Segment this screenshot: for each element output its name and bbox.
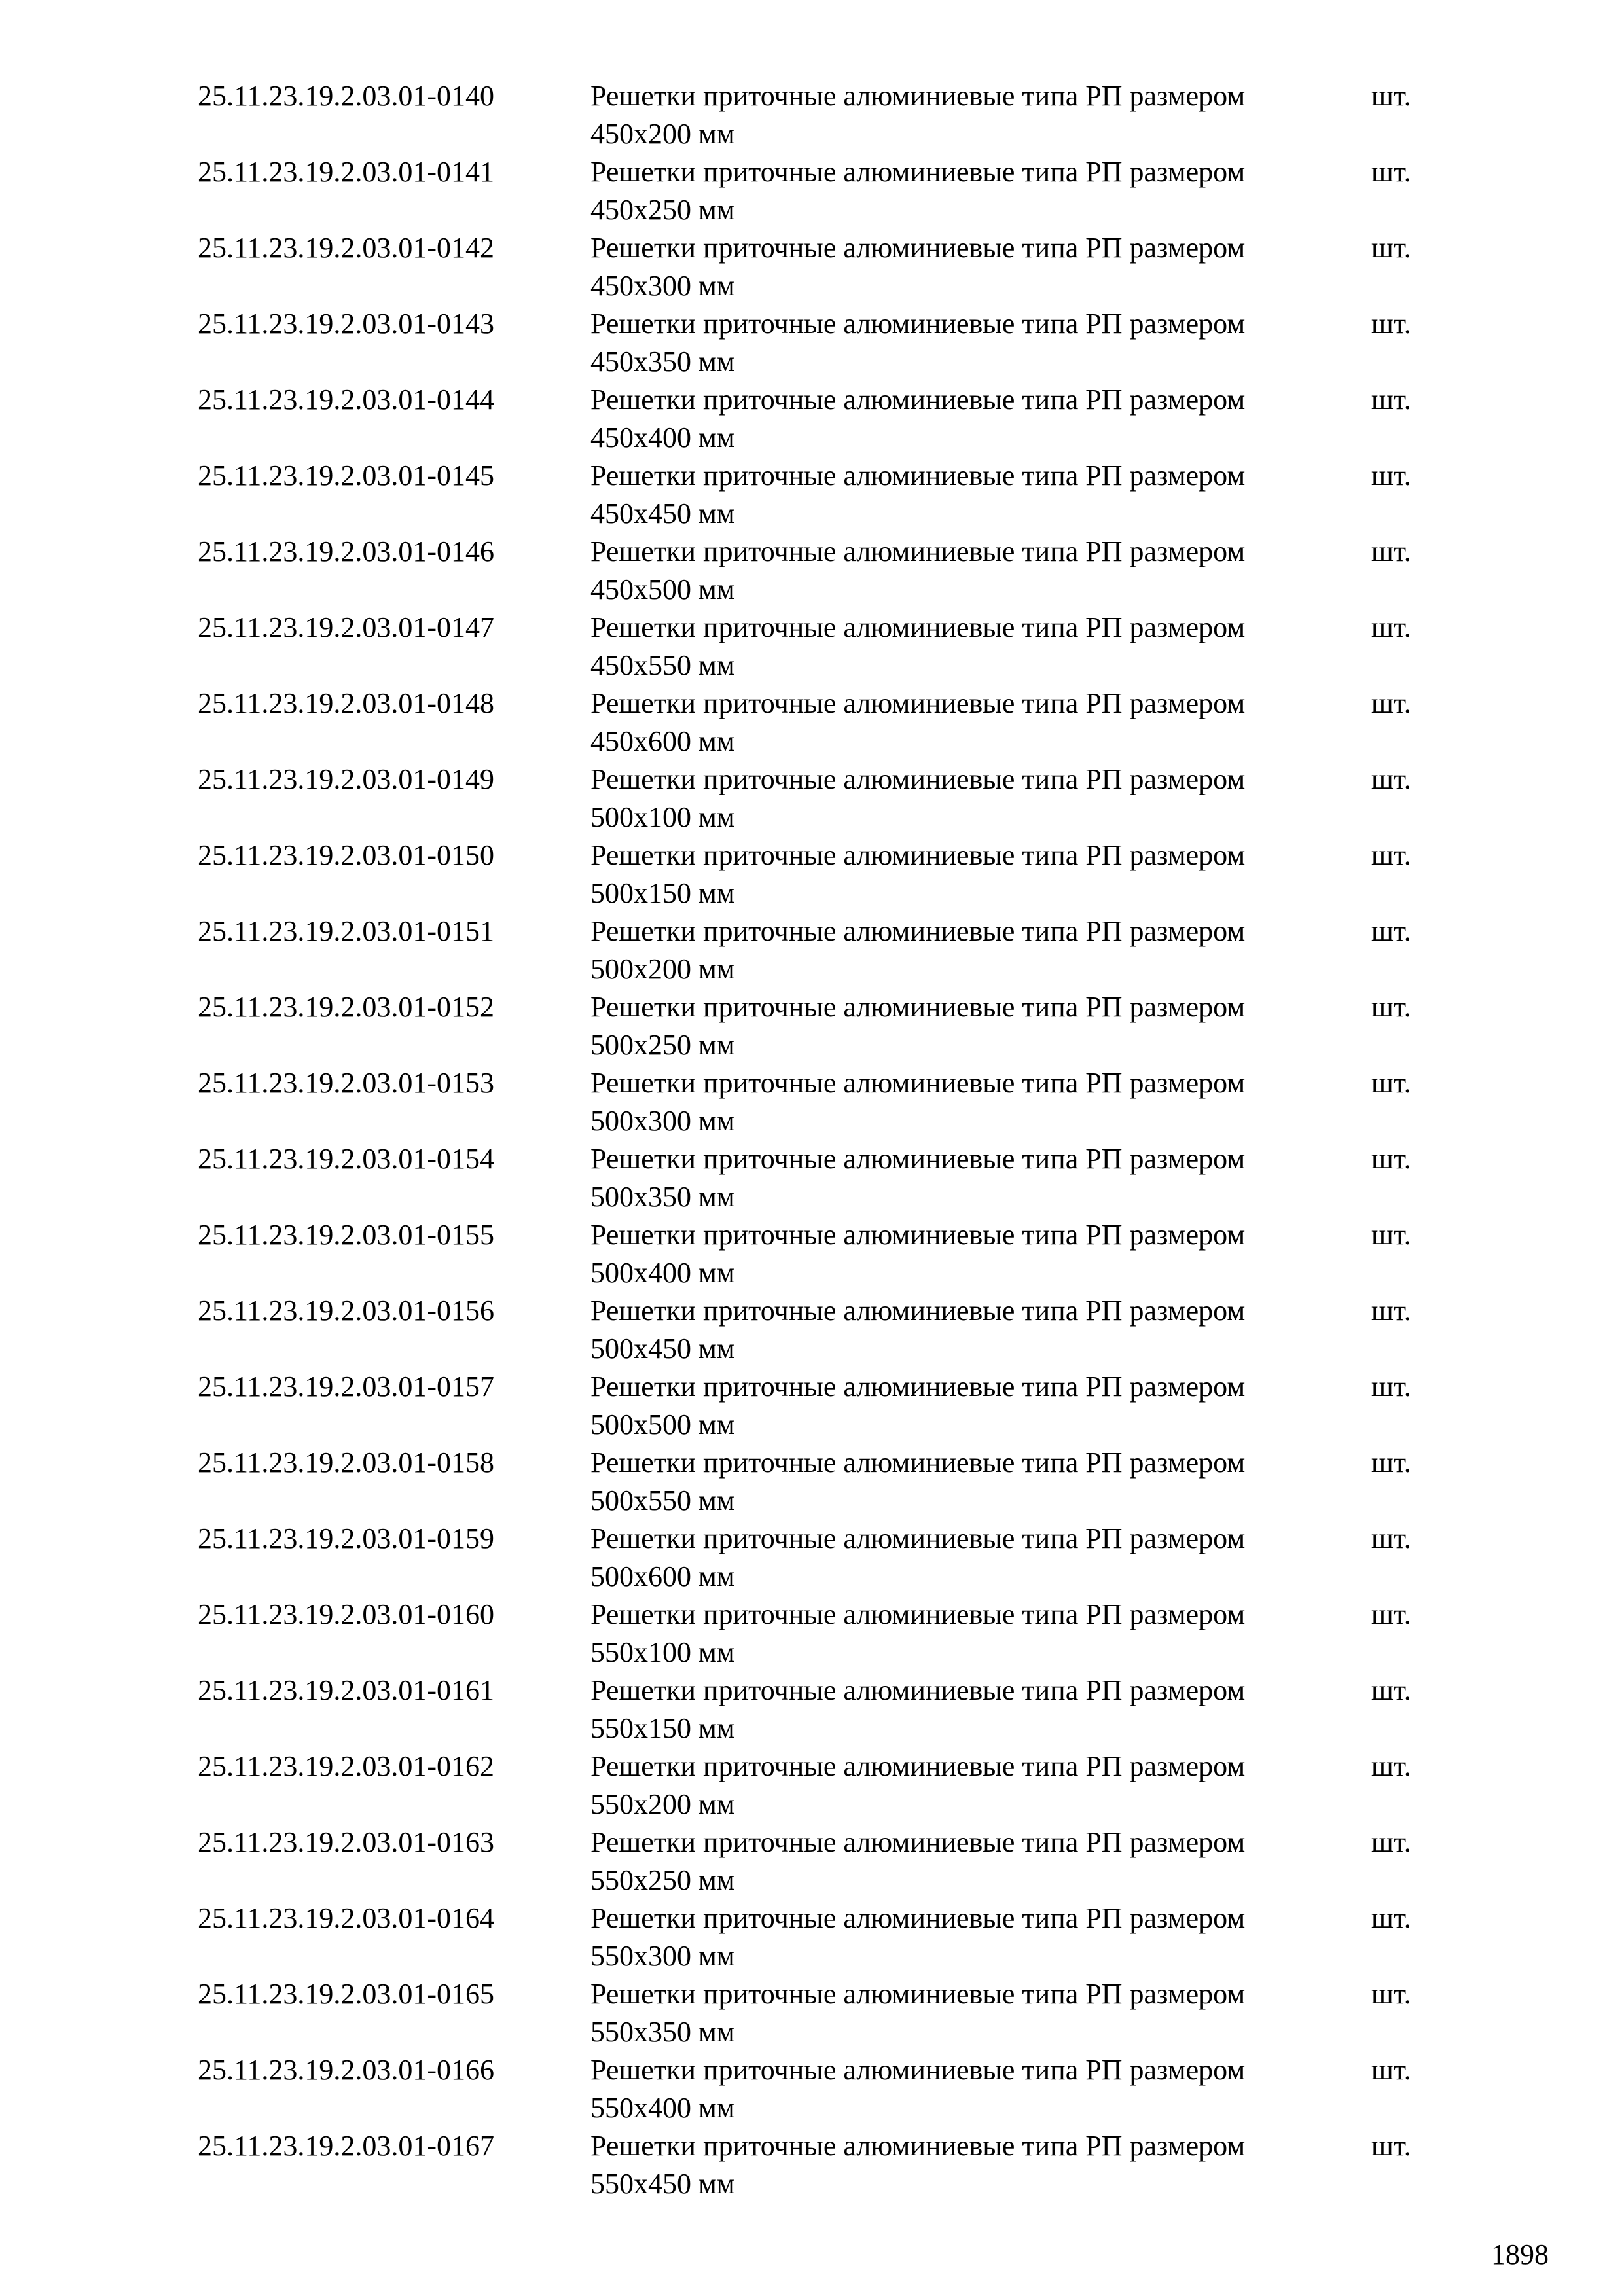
list-item (0, 1064, 1624, 1140)
description-line-2: 450x400 мм (590, 422, 735, 454)
list-item (0, 1823, 1624, 1899)
description-line-1: Решетки приточные алюминиевые типа РП размером (590, 1598, 1246, 1630)
unit-of-measure: шт. (1371, 1826, 1411, 1858)
list-item (0, 1520, 1624, 1596)
resource-code: 25.11.23.19.2.03.01-0144 (198, 384, 495, 416)
description-line-2: 450x600 мм (590, 725, 735, 757)
unit-of-measure: шт. (1371, 687, 1411, 719)
unit-of-measure: шт. (1371, 1522, 1411, 1554)
resource-code: 25.11.23.19.2.03.01-0158 (198, 1446, 495, 1479)
resource-code: 25.11.23.19.2.03.01-0143 (198, 308, 495, 340)
description-line-2: 550x450 мм (590, 2168, 735, 2200)
description-line-2: 500x100 мм (590, 801, 735, 833)
resource-description (590, 2127, 1350, 2203)
list-item (0, 457, 1624, 533)
description-line-1: Решетки приточные алюминиевые типа РП размером (590, 2130, 1246, 2162)
description-line-2: 550x400 мм (590, 2092, 735, 2124)
list-item (0, 1140, 1624, 1216)
page-number: 1898 (1491, 2238, 1549, 2270)
description-line-1: Решетки приточные алюминиевые типа РП размером (590, 611, 1246, 643)
unit-of-measure: шт. (1371, 1219, 1411, 1251)
description-line-2: 450x550 мм (590, 649, 735, 681)
unit-of-measure: шт. (1371, 80, 1411, 112)
resource-code: 25.11.23.19.2.03.01-0148 (198, 687, 495, 719)
description-line-2: 500x250 мм (590, 1029, 735, 1061)
description-line-2: 550x100 мм (590, 1636, 735, 1668)
description-line-2: 500x200 мм (590, 953, 735, 985)
resource-description (590, 1975, 1350, 2051)
description-line-1: Решетки приточные алюминиевые типа РП размером (590, 1978, 1246, 2010)
resource-description (590, 153, 1350, 229)
resource-code: 25.11.23.19.2.03.01-0145 (198, 459, 495, 492)
list-item (0, 229, 1624, 305)
unit-of-measure: шт. (1371, 459, 1411, 492)
resource-description (590, 836, 1350, 912)
description-line-1: Решетки приточные алюминиевые типа РП размером (590, 1371, 1246, 1403)
resource-description (590, 1748, 1350, 1823)
unit-of-measure: шт. (1371, 1371, 1411, 1403)
resource-description (590, 761, 1350, 836)
resource-description (590, 1520, 1350, 1596)
description-line-1: Решетки приточные алюминиевые типа РП размером (590, 1295, 1246, 1327)
list-item (0, 1292, 1624, 1368)
unit-of-measure: шт. (1371, 915, 1411, 947)
description-line-1: Решетки приточные алюминиевые типа РП размером (590, 156, 1246, 188)
description-line-1: Решетки приточные алюминиевые типа РП размером (590, 1446, 1246, 1479)
resource-description (590, 1140, 1350, 1216)
unit-of-measure: шт. (1371, 1067, 1411, 1099)
resource-description (590, 533, 1350, 609)
list-item (0, 1596, 1624, 1672)
resource-code: 25.11.23.19.2.03.01-0142 (198, 232, 495, 264)
resource-description (590, 1899, 1350, 1975)
description-line-2: 500x450 мм (590, 1333, 735, 1365)
description-line-1: Решетки приточные алюминиевые типа РП размером (590, 535, 1246, 567)
resource-code: 25.11.23.19.2.03.01-0159 (198, 1522, 495, 1554)
unit-of-measure: шт. (1371, 156, 1411, 188)
resource-description (590, 457, 1350, 533)
resource-code: 25.11.23.19.2.03.01-0165 (198, 1978, 495, 2010)
description-line-1: Решетки приточные алюминиевые типа РП размером (590, 915, 1246, 947)
resource-code: 25.11.23.19.2.03.01-0140 (198, 80, 495, 112)
unit-of-measure: шт. (1371, 2130, 1411, 2162)
resource-description (590, 229, 1350, 305)
resource-code: 25.11.23.19.2.03.01-0149 (198, 763, 495, 795)
resource-code: 25.11.23.19.2.03.01-0153 (198, 1067, 495, 1099)
description-line-2: 550x300 мм (590, 1940, 735, 1972)
description-line-2: 550x200 мм (590, 1788, 735, 1820)
unit-of-measure: шт. (1371, 1598, 1411, 1630)
resource-description (590, 912, 1350, 988)
resource-code: 25.11.23.19.2.03.01-0154 (198, 1143, 495, 1175)
unit-of-measure: шт. (1371, 839, 1411, 871)
list-item (0, 609, 1624, 685)
resource-description (590, 2051, 1350, 2127)
description-line-2: 500x500 мм (590, 1408, 735, 1441)
resource-description (590, 1216, 1350, 1292)
list-item (0, 381, 1624, 457)
resource-description (590, 1823, 1350, 1899)
resource-description (590, 1368, 1350, 1444)
unit-of-measure: шт. (1371, 308, 1411, 340)
resource-description (590, 1672, 1350, 1748)
list-item (0, 77, 1624, 153)
list-item (0, 1975, 1624, 2051)
description-line-1: Решетки приточные алюминиевые типа РП размером (590, 1674, 1246, 1706)
list-item (0, 305, 1624, 381)
resource-code: 25.11.23.19.2.03.01-0152 (198, 991, 495, 1023)
unit-of-measure: шт. (1371, 991, 1411, 1023)
description-line-1: Решетки приточные алюминиевые типа РП размером (590, 459, 1246, 492)
list-item (0, 912, 1624, 988)
resource-code: 25.11.23.19.2.03.01-0166 (198, 2054, 495, 2086)
description-line-2: 550x350 мм (590, 2016, 735, 2048)
resource-code: 25.11.23.19.2.03.01-0161 (198, 1674, 495, 1706)
list-item (0, 836, 1624, 912)
unit-of-measure: шт. (1371, 1143, 1411, 1175)
unit-of-measure: шт. (1371, 535, 1411, 567)
list-item (0, 761, 1624, 836)
description-line-1: Решетки приточные алюминиевые типа РП размером (590, 1522, 1246, 1554)
list-item (0, 1672, 1624, 1748)
resource-description (590, 609, 1350, 685)
description-line-1: Решетки приточные алюминиевые типа РП размером (590, 80, 1246, 112)
description-line-2: 450x350 мм (590, 346, 735, 378)
resource-code: 25.11.23.19.2.03.01-0156 (198, 1295, 495, 1327)
description-line-2: 500x350 мм (590, 1181, 735, 1213)
unit-of-measure: шт. (1371, 384, 1411, 416)
resource-code: 25.11.23.19.2.03.01-0164 (198, 1902, 495, 1934)
unit-of-measure: шт. (1371, 1978, 1411, 2010)
description-line-1: Решетки приточные алюминиевые типа РП размером (590, 687, 1246, 719)
list-item (0, 1368, 1624, 1444)
list-item (0, 2127, 1624, 2203)
unit-of-measure: шт. (1371, 232, 1411, 264)
list-item (0, 1444, 1624, 1520)
list-item (0, 1216, 1624, 1292)
description-line-2: 500x550 мм (590, 1484, 735, 1516)
resource-code: 25.11.23.19.2.03.01-0160 (198, 1598, 495, 1630)
resource-description (590, 1292, 1350, 1368)
resource-list (0, 77, 1624, 2203)
description-line-2: 550x250 мм (590, 1864, 735, 1896)
description-line-2: 500x600 мм (590, 1560, 735, 1592)
resource-description (590, 77, 1350, 153)
list-item (0, 2051, 1624, 2127)
unit-of-measure: шт. (1371, 763, 1411, 795)
resource-code: 25.11.23.19.2.03.01-0167 (198, 2130, 495, 2162)
list-item (0, 988, 1624, 1064)
resource-code: 25.11.23.19.2.03.01-0162 (198, 1750, 495, 1782)
unit-of-measure: шт. (1371, 611, 1411, 643)
description-line-1: Решетки приточные алюминиевые типа РП размером (590, 1902, 1246, 1934)
description-line-1: Решетки приточные алюминиевые типа РП размером (590, 1067, 1246, 1099)
unit-of-measure: шт. (1371, 1446, 1411, 1479)
description-line-2: 500x150 мм (590, 877, 735, 909)
resource-description (590, 1064, 1350, 1140)
resource-description (590, 685, 1350, 761)
resource-code: 25.11.23.19.2.03.01-0146 (198, 535, 495, 567)
description-line-2: 450x450 мм (590, 497, 735, 529)
description-line-1: Решетки приточные алюминиевые типа РП размером (590, 2054, 1246, 2086)
resource-description (590, 305, 1350, 381)
description-line-1: Решетки приточные алюминиевые типа РП размером (590, 991, 1246, 1023)
description-line-2: 450x200 мм (590, 118, 735, 150)
resource-code: 25.11.23.19.2.03.01-0157 (198, 1371, 495, 1403)
description-line-1: Решетки приточные алюминиевые типа РП размером (590, 232, 1246, 264)
resource-description (590, 1444, 1350, 1520)
description-line-1: Решетки приточные алюминиевые типа РП размером (590, 308, 1246, 340)
list-item (0, 1899, 1624, 1975)
resource-code: 25.11.23.19.2.03.01-0155 (198, 1219, 495, 1251)
list-item (0, 1748, 1624, 1823)
description-line-1: Решетки приточные алюминиевые типа РП размером (590, 384, 1246, 416)
unit-of-measure: шт. (1371, 1750, 1411, 1782)
list-item (0, 153, 1624, 229)
description-line-1: Решетки приточные алюминиевые типа РП размером (590, 763, 1246, 795)
description-line-2: 550x150 мм (590, 1712, 735, 1744)
resource-description (590, 988, 1350, 1064)
resource-code: 25.11.23.19.2.03.01-0141 (198, 156, 495, 188)
resource-description (590, 1596, 1350, 1672)
description-line-1: Решетки приточные алюминиевые типа РП размером (590, 1750, 1246, 1782)
description-line-2: 450x300 мм (590, 270, 735, 302)
description-line-1: Решетки приточные алюминиевые типа РП размером (590, 839, 1246, 871)
unit-of-measure: шт. (1371, 1902, 1411, 1934)
description-line-2: 450x500 мм (590, 573, 735, 605)
list-item (0, 533, 1624, 609)
description-line-1: Решетки приточные алюминиевые типа РП размером (590, 1219, 1246, 1251)
unit-of-measure: шт. (1371, 2054, 1411, 2086)
resource-code: 25.11.23.19.2.03.01-0163 (198, 1826, 495, 1858)
resource-code: 25.11.23.19.2.03.01-0150 (198, 839, 495, 871)
description-line-2: 500x400 мм (590, 1257, 735, 1289)
resource-code: 25.11.23.19.2.03.01-0151 (198, 915, 495, 947)
description-line-2: 500x300 мм (590, 1105, 735, 1137)
description-line-1: Решетки приточные алюминиевые типа РП размером (590, 1826, 1246, 1858)
unit-of-measure: шт. (1371, 1295, 1411, 1327)
description-line-2: 450x250 мм (590, 194, 735, 226)
resource-code: 25.11.23.19.2.03.01-0147 (198, 611, 495, 643)
resource-description (590, 381, 1350, 457)
list-item (0, 685, 1624, 761)
description-line-1: Решетки приточные алюминиевые типа РП размером (590, 1143, 1246, 1175)
unit-of-measure: шт. (1371, 1674, 1411, 1706)
